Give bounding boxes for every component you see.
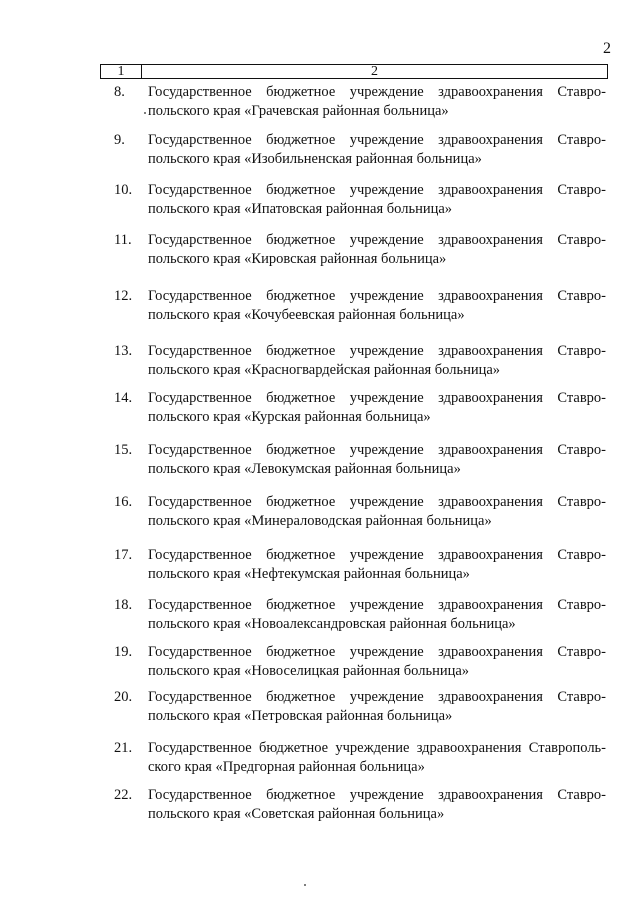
item-text bbox=[148, 643, 606, 681]
item-number: 14. bbox=[114, 390, 133, 406]
item-text-line1: Государственное бюджетное учреждение здравоохранения Ставро- bbox=[148, 84, 606, 100]
item-text-line2: польского края «Ипатовская районная больница» bbox=[148, 201, 453, 217]
item-number: 16. bbox=[114, 494, 133, 510]
item-number: 8. bbox=[114, 84, 125, 100]
page-number: 2 bbox=[603, 40, 611, 57]
item-text-line1: Государственное бюджетное учреждение здравоохранения Ставро- bbox=[148, 232, 606, 248]
item-text-line2: польского края «Петровская районная больница» bbox=[148, 708, 453, 724]
item-text bbox=[148, 231, 606, 269]
item-text-line1: Государственное бюджетное учреждение здравоохранения Ставро- bbox=[148, 787, 606, 803]
item-text bbox=[148, 493, 606, 531]
item-number: 22. bbox=[114, 787, 133, 803]
item-number: 21. bbox=[114, 740, 133, 756]
item-text bbox=[148, 83, 606, 121]
item-text-line1: Государственное бюджетное учреждение здравоохранения Ставро- bbox=[148, 442, 606, 458]
column-header-1: 1 bbox=[101, 65, 142, 79]
item-text bbox=[148, 441, 606, 479]
item-text-line1: Государственное бюджетное учреждение здравоохранения Ставро- bbox=[148, 644, 606, 660]
column-header-table bbox=[100, 64, 608, 79]
item-text-line2: польского края «Советская районная больница» bbox=[148, 806, 445, 822]
item-text bbox=[148, 596, 606, 634]
item-text-line2: польского края «Курская районная больница» bbox=[148, 409, 431, 425]
item-number: 20. bbox=[114, 689, 133, 705]
item-number: 12. bbox=[114, 288, 133, 304]
item-text-line2: польского края «Новоалександровская районная больница» bbox=[148, 616, 516, 632]
column-header-2: 2 bbox=[142, 65, 608, 79]
item-text-line1: Государственное бюджетное учреждение здравоохранения Ставро- bbox=[148, 182, 606, 198]
item-text-line1: Государственное бюджетное учреждение здравоохранения Ставро- bbox=[148, 597, 606, 613]
item-text-line2: польского края «Нефтекумская районная больница» bbox=[148, 566, 470, 582]
item-number: 10. bbox=[114, 182, 133, 198]
item-text bbox=[148, 131, 606, 169]
item-number: 17. bbox=[114, 547, 133, 563]
item-text-line1: Государственное бюджетное учреждение здравоохранения Ставро- bbox=[148, 288, 606, 304]
scan-speck bbox=[144, 112, 146, 114]
item-number: 19. bbox=[114, 644, 133, 660]
column-header-row bbox=[101, 65, 608, 79]
item-text-line1: Государственное бюджетное учреждение здравоохранения Ставро- bbox=[148, 547, 606, 563]
item-text bbox=[148, 546, 606, 584]
item-text-line2: польского края «Минераловодская районная больница» bbox=[148, 513, 492, 529]
item-text-line1: Государственное бюджетное учреждение здравоохранения Ставро- bbox=[148, 689, 606, 705]
item-text-line2: польского края «Грачевская районная больница» bbox=[148, 103, 449, 119]
item-number: 13. bbox=[114, 343, 133, 359]
item-number: 9. bbox=[114, 132, 125, 148]
item-text-line2: ского края «Предгорная районная больница» bbox=[148, 759, 425, 775]
item-text-line1: Государственное бюджетное учреждение здравоохранения Ставро- bbox=[148, 494, 606, 510]
item-text-line2: польского края «Новоселицкая районная больница» bbox=[148, 663, 470, 679]
item-text-line2: польского края «Красногвардейская районная больница» bbox=[148, 362, 501, 378]
item-text bbox=[148, 739, 606, 777]
item-number: 15. bbox=[114, 442, 133, 458]
item-text-line2: польского края «Изобильненская районная больница» bbox=[148, 151, 482, 167]
item-text-line2: польского края «Левокумская районная больница» bbox=[148, 461, 461, 477]
item-text bbox=[148, 688, 606, 726]
item-number: 18. bbox=[114, 597, 133, 613]
item-text bbox=[148, 287, 606, 325]
scan-speck bbox=[304, 884, 306, 886]
item-text bbox=[148, 389, 606, 427]
item-text-line2: польского края «Кочубеевская районная больница» bbox=[148, 307, 465, 323]
item-text-line1: Государственное бюджетное учреждение здравоохранения Ставрополь- bbox=[148, 740, 606, 756]
item-text-line1: Государственное бюджетное учреждение здравоохранения Ставро- bbox=[148, 343, 606, 359]
item-text bbox=[148, 342, 606, 380]
item-text-line2: польского края «Кировская районная больница» bbox=[148, 251, 447, 267]
item-text-line1: Государственное бюджетное учреждение здравоохранения Ставро- bbox=[148, 132, 606, 148]
item-number: 11. bbox=[114, 232, 132, 248]
item-text bbox=[148, 786, 606, 824]
item-text-line1: Государственное бюджетное учреждение здравоохранения Ставро- bbox=[148, 390, 606, 406]
item-text bbox=[148, 181, 606, 219]
